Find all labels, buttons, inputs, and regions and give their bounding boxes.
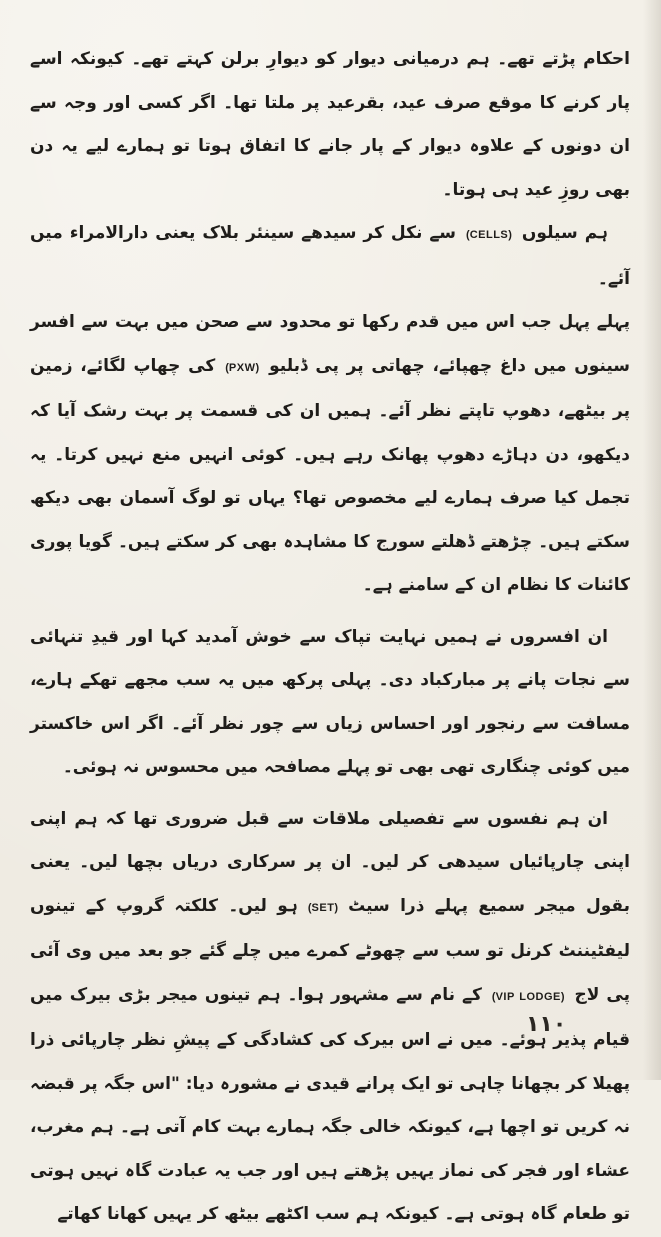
paragraph-5-part-3: کے نام سے مشہور ہوا۔ ہم تینوں میجر بڑی بیرک میں قیام پذیر ہوئے۔ میں نے اس بیرک کی کشادگی کے پیشِ نظر چارپائی ذرا پھیلا کر بچھانا چاہی تو ایک پرانے قیدی نے مشورہ دیا: "اس جگہ پر قبضہ نہ کریں تو اچھا ہے، کیونکہ خالی جگہ ہمارے بہت کام آتی ہے۔ ہم مغرب، عشاء اور فجر کی نماز یہیں پڑھتے ہیں اور جب یہ عبادت گاہ نہیں ہوتی تو طعام گاہ ہوتی ہے۔ کیونکہ ہم سب اکٹھے بیٹھ کر یہیں کھانا کھاتے <box>30 984 630 1224</box>
paragraph-5-part-2: ہو لیں۔ کلکتہ گروپ کے تینوں لیفٹیننٹ کرنل تو سب سے چھوٹے کمرے میں چلے گئے جو بعد میں وی آئی پی لاج <box>30 895 630 1005</box>
paragraph-3 <box>30 301 630 608</box>
paragraph-3-before: پہلے پہل جب اس میں قدم رکھا تو محدود سے صحن میں بہت سے افسر سینوں میں داغ چھپائے، چھاتی پر پی ڈبلیو <box>30 312 630 376</box>
paragraph-gap <box>30 608 630 616</box>
latin-term-set: (SET) <box>307 901 339 914</box>
latin-term-cells: (CELLS) <box>466 229 512 241</box>
page-number: ۱۱۰ <box>526 1012 567 1037</box>
paragraph-3-after: کی چھاپ لگائے، زمین پر بیٹھے، دھوپ تاپتے نظر آئے۔ ہمیں ان کی قسمت پر بہت رشک آیا کہ دیکھو، دن دہاڑے دھوپ پھانک رہے ہیں۔ کوئی انہیں منع نہیں کرتا۔ یہ تجمل کیا صرف ہمارے لیے مخصوص تھا؟ یہاں تو لوگ آسمان بھی دیکھ سکتے ہیں۔ چڑھتے ڈھلتے سورج کا مشاہدہ بھی کر سکتے ہیں۔ گویا پوری کائنات کا نظام ان کے سامنے ہے۔ <box>30 355 630 595</box>
latin-term-vip-lodge: (VIP LODGE) <box>491 990 565 1003</box>
paragraph-4-text: ان افسروں نے ہمیں نہایت تپاک سے خوش آمدید کہا اور قیدِ تنہائی سے نجات پانے پر مبارکباد دی۔ پہلی پرکھ میں یہ سب مجھے تھکے ہارے، مسافت سے رنجور اور احساس زیاں سے چور نظر آئے۔ اگر اس خاکستر میں کوئی چنگاری تھی بھی تو پہلے مصافحہ میں محسوس نہ ہوئی۔ <box>30 626 630 777</box>
paragraph-5-part-1: ان ہم نفسوں سے تفصیلی ملاقات سے قبل ضروری تھا کہ ہم اپنی اپنی چارپائیاں سیدھی کر لیں۔ ان پر سرکاری دریاں بچھا لیں۔ یعنی بقول میجر سمیع پہلے ذرا سیٹ <box>30 808 630 916</box>
paragraph-2-after: سے نکل کر سیدھے سینئر بلاک یعنی دارالامراء میں آئے۔ <box>30 223 630 289</box>
paragraph-4 <box>30 616 630 790</box>
page-edge-shadow <box>643 0 661 1080</box>
paragraph-gap <box>30 790 630 798</box>
latin-term-pxw: (PXW) <box>225 361 260 374</box>
paragraph-2-before: ہم سیلوں <box>521 223 608 243</box>
paragraph-2 <box>30 212 630 301</box>
paragraph-1 <box>30 38 630 212</box>
urdu-text-body <box>30 38 630 1237</box>
paragraph-1-text: احکام پڑتے تھے۔ ہم درمیانی دیوار کو دیوارِ برلن کہتے تھے۔ کیونکہ اسے پار کرنے کا موقع صرف عید، بقرعید پر ملتا تھا۔ اگر کسی اور وجہ سے ان دونوں کے علاوہ دیوار کے پار جانے کا اتفاق ہوتا تو ہمارے لیے یہ دن بھی روزِ عید ہی ہوتا۔ <box>30 49 630 200</box>
